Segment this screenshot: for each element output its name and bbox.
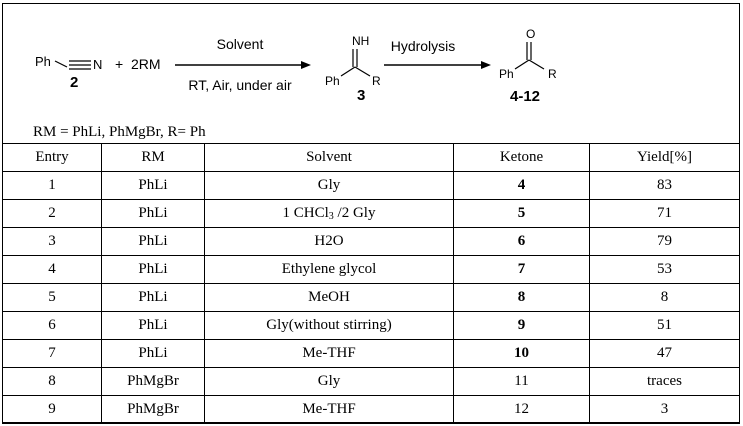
- results-table: [2, 143, 740, 424]
- table-row: [3, 284, 740, 312]
- cell-yield: 3: [590, 396, 740, 424]
- cell-yield: 51: [590, 312, 740, 340]
- cell-rm: PhLi: [102, 340, 205, 368]
- arrow1-top-label: Solvent: [216, 36, 264, 52]
- cell-ketone: 7: [454, 256, 590, 284]
- cell-rm: PhLi: [102, 256, 205, 284]
- cell-solvent: Me-THF: [205, 396, 454, 424]
- table-header-row: [3, 144, 740, 172]
- cell-entry: 4: [3, 256, 102, 284]
- cell-yield: traces: [590, 368, 740, 396]
- solvent-text-b: /2 Gly: [333, 205, 376, 221]
- cell-rm: PhLi: [102, 200, 205, 228]
- table-row: [3, 172, 740, 200]
- arrow1-bottom-label: RT, Air, under air: [188, 77, 292, 93]
- cell-rm: PhLi: [102, 228, 205, 256]
- plus-sign: +: [115, 56, 124, 72]
- cell-ketone: 6: [454, 228, 590, 256]
- col-header-ketone: Ketone: [454, 144, 590, 172]
- ketone-ph-label: Ph: [499, 67, 514, 81]
- reaction-scheme: [3, 4, 739, 122]
- table-row: [3, 368, 740, 396]
- cell-entry: 7: [3, 340, 102, 368]
- cell-ketone: 10: [454, 340, 590, 368]
- cell-entry: 3: [3, 228, 102, 256]
- cell-entry: 9: [3, 396, 102, 424]
- rm-definition: RM = PhLi, PhMgBr, R= Ph: [33, 124, 206, 140]
- ketone-o-label: O: [526, 27, 536, 41]
- ketone-compound-number: 4-12: [509, 88, 541, 105]
- table-row: [3, 396, 740, 424]
- imine-bond-right: [355, 67, 370, 76]
- cell-solvent: MeOH: [205, 284, 454, 312]
- table-row: [3, 228, 740, 256]
- nitrile-bond-single: [55, 61, 67, 67]
- cell-solvent: Me-THF: [205, 340, 454, 368]
- cell-entry: 5: [3, 284, 102, 312]
- cell-yield: 47: [590, 340, 740, 368]
- table-row: [3, 200, 740, 228]
- imine-compound-number: 3: [357, 87, 366, 104]
- cell-yield: 53: [590, 256, 740, 284]
- cell-ketone: 4: [454, 172, 590, 200]
- nitrile-compound-number: 2: [70, 74, 79, 91]
- reaction-arrow-1-head: [301, 61, 311, 69]
- reaction-arrow-2-head: [481, 61, 491, 69]
- cell-ketone: 5: [454, 200, 590, 228]
- cell-ketone: 8: [454, 284, 590, 312]
- reagent-label: 2RM: [131, 56, 161, 72]
- cell-ketone: 11: [454, 368, 590, 396]
- cell-rm: PhLi: [102, 312, 205, 340]
- cell-solvent: Gly: [205, 368, 454, 396]
- cell-yield: 79: [590, 228, 740, 256]
- table-row: [3, 256, 740, 284]
- arrow2-top-label: Hydrolysis: [390, 38, 456, 54]
- imine-nh-label: NH: [352, 34, 370, 48]
- solvent-subscript: 3: [328, 211, 334, 222]
- cell-entry: 6: [3, 312, 102, 340]
- cell-rm: PhMgBr: [102, 368, 205, 396]
- imine-ph-label: Ph: [325, 74, 340, 88]
- cell-yield: 8: [590, 284, 740, 312]
- cell-rm: PhMgBr: [102, 396, 205, 424]
- cell-rm: PhLi: [102, 172, 205, 200]
- cell-entry: 1: [3, 172, 102, 200]
- ketone-bond-left: [515, 60, 529, 69]
- ketone-r-label: R: [548, 67, 557, 81]
- ketone-bond-right: [529, 60, 544, 69]
- nitrile-n-label: N: [93, 57, 103, 72]
- cell-solvent: H2O: [205, 228, 454, 256]
- col-header-entry: Entry: [3, 144, 102, 172]
- cell-solvent: [205, 200, 454, 228]
- cell-solvent: Gly(without stirring): [205, 312, 454, 340]
- cell-solvent: Ethylene glycol: [205, 256, 454, 284]
- nitrile-ph-label: Ph: [35, 54, 51, 69]
- cell-entry: 2: [3, 200, 102, 228]
- col-header-rm: RM: [102, 144, 205, 172]
- imine-bond-left: [341, 67, 355, 76]
- cell-yield: 83: [590, 172, 740, 200]
- table-row: [3, 340, 740, 368]
- imine-r-label: R: [372, 74, 381, 88]
- cell-yield: 71: [590, 200, 740, 228]
- col-header-solvent: Solvent: [205, 144, 454, 172]
- table-row: [3, 312, 740, 340]
- cell-ketone: 12: [454, 396, 590, 424]
- cell-ketone: 9: [454, 312, 590, 340]
- cell-solvent: Gly: [205, 172, 454, 200]
- col-header-yield: Yield[%]: [590, 144, 740, 172]
- cell-entry: 8: [3, 368, 102, 396]
- solvent-text-a: 1 CHCl: [282, 205, 329, 221]
- cell-rm: PhLi: [102, 284, 205, 312]
